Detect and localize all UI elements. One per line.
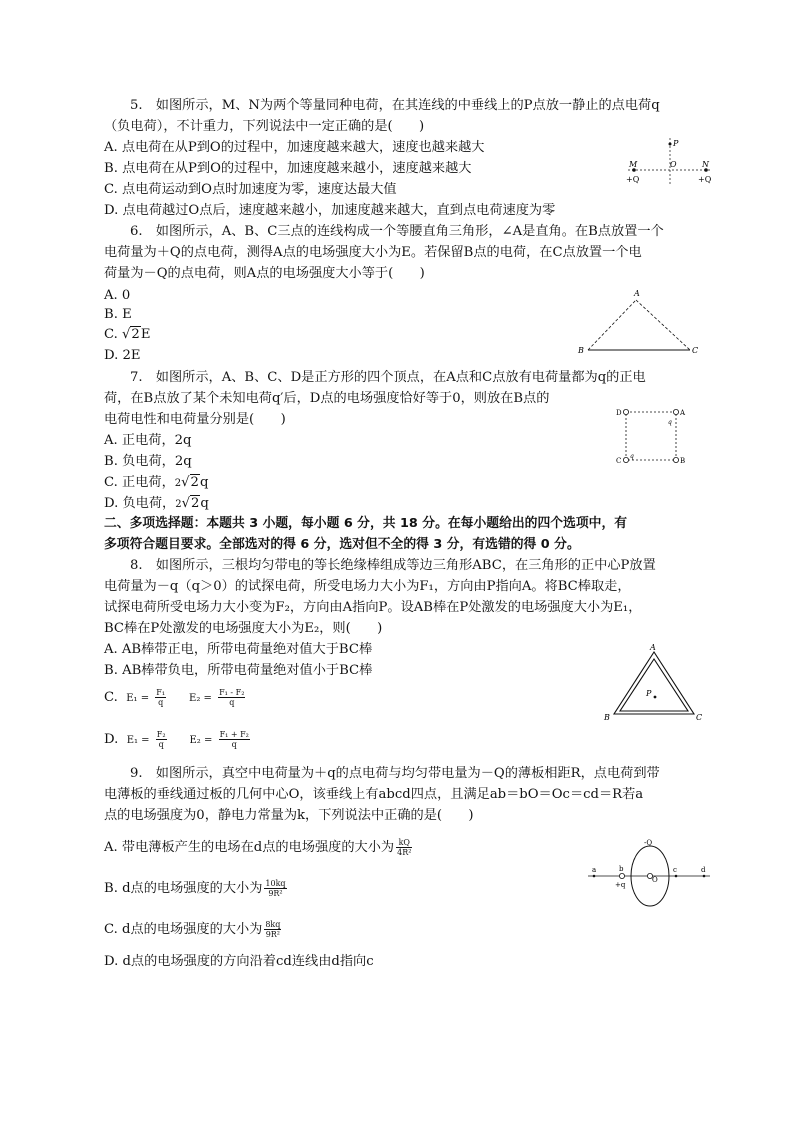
q8-option-b: B. AB棒带负电，所带电荷量绝对值小于BC棒 bbox=[104, 663, 373, 678]
q9-option-c-text: C. d点的电场强度的大小为 bbox=[104, 922, 263, 937]
q8-inner-triangle bbox=[620, 659, 688, 711]
q5-option-b: B. 点电荷在从P到O的过程中，加速度越来越小，速度越来越大 bbox=[104, 161, 472, 176]
q9-label-d: d bbox=[701, 866, 706, 874]
q9-option-a-text: A. 带电薄板产生的电场在d点的电场强度的大小为 bbox=[104, 840, 395, 855]
q7-option-d bbox=[104, 494, 209, 515]
q7-stem-line3: 电荷电性和电荷量分别是( ) bbox=[104, 412, 286, 427]
q7-option-d-radicand: 2 bbox=[191, 496, 200, 511]
q7-square-figure bbox=[612, 402, 692, 468]
q6-option-a: A. 0 bbox=[104, 288, 131, 303]
q8-option-c-frac2 bbox=[218, 688, 245, 707]
q7-label-d: D bbox=[616, 409, 622, 417]
q7-charge-a bbox=[673, 409, 678, 414]
q6-stem-line3: 荷量为－Q的点电荷，则A点的电场强度大小等于( ) bbox=[104, 266, 425, 281]
q7-stem-line2: 荷，在B点放了某个未知电荷q′后，D点的电场强度恰好等于0，则放在B点的 bbox=[104, 391, 550, 406]
q7-option-d-label: D. 负电荷， bbox=[104, 496, 176, 511]
q5-point-p bbox=[669, 143, 672, 146]
q7-option-d-unit: q bbox=[200, 496, 209, 511]
q7-option-c-radicand: 2 bbox=[190, 475, 199, 490]
q6-triangle-figure bbox=[574, 284, 704, 358]
q8-label-p: P bbox=[646, 689, 652, 698]
q9-option-b-den: 9R² bbox=[268, 889, 283, 898]
q5-option-c: C. 点电荷运动到O点时加速度为零，速度达最大值 bbox=[104, 182, 397, 197]
q6-label-c: C bbox=[692, 346, 699, 355]
q9-label-a: a bbox=[592, 866, 597, 874]
q6-side-ab bbox=[588, 300, 636, 350]
q9-option-c-den: 9R² bbox=[265, 930, 281, 939]
q8-point-p bbox=[654, 696, 657, 699]
q9-label-plus-q: +q bbox=[615, 881, 626, 889]
q9-option-c-num: 8kq bbox=[265, 920, 281, 929]
q7-option-a: A. 正电荷，2q bbox=[104, 433, 192, 448]
q9-option-c-frac bbox=[264, 920, 281, 939]
q8-option-d-frac2-num: F₁ + F₂ bbox=[219, 730, 249, 739]
q9-stem-line1: 9. 如图所示，真空中电荷量为＋q的点电荷与均匀带电量为－Q的薄板相距R，点电荷到带 bbox=[130, 766, 660, 781]
q8-option-c-label: C. bbox=[104, 690, 118, 705]
q7-option-c-sqrt: √2 bbox=[181, 475, 199, 490]
q7-option-c-coef: 2 bbox=[174, 478, 182, 489]
q6-label-a: A bbox=[634, 289, 640, 298]
q8-option-c-frac1 bbox=[155, 688, 166, 707]
q5-option-a: A. 点电荷在从P到O的过程中，加速度越来越大，速度也越来越大 bbox=[104, 140, 485, 155]
q9-plate-figure bbox=[584, 838, 714, 908]
q8-option-d-e2: E₂ = bbox=[189, 735, 213, 746]
q9-option-b bbox=[104, 879, 289, 899]
q7-charge-b bbox=[673, 457, 678, 462]
q8-stem-line3: 试探电荷所受电场力大小变为F₂，方向由A指向P。设AB棒在P处激发的电场强度大小为E₁， bbox=[104, 600, 642, 615]
q7-label-q-c: q bbox=[630, 453, 634, 460]
q7-option-c-label: C. 正电荷， bbox=[104, 475, 175, 490]
q9-point-d bbox=[703, 875, 706, 878]
q6-stem-line1: 6. 如图所示，A、B、C三点的连线构成一个等腰直角三角形，∠A是直角。在B点放置一个 bbox=[130, 224, 664, 239]
q7-charge-c bbox=[623, 457, 628, 462]
section2-heading-line2: 多项符合题目要求。全部选对的得 6 分，选对但不全的得 3 分，有选错的得 0 分。 bbox=[104, 537, 580, 552]
q8-triangle-figure bbox=[598, 642, 708, 724]
q9-option-a-num: kQ bbox=[396, 838, 412, 848]
q8-label-a: A bbox=[650, 643, 656, 652]
q5-label-m: M bbox=[629, 160, 638, 169]
q9-point-c bbox=[675, 875, 678, 878]
q8-option-d-frac1 bbox=[156, 730, 167, 749]
q6-side-ac bbox=[636, 300, 690, 350]
q8-outer-triangle bbox=[614, 652, 694, 714]
q9-option-d: D. d点的电场强度的方向沿着cd连线由d指向c bbox=[104, 954, 374, 969]
q6-option-c-radicand: 2 bbox=[131, 327, 140, 342]
q8-option-d bbox=[104, 730, 252, 751]
q9-option-b-num: 10kq bbox=[265, 879, 286, 888]
q7-option-b: B. 负电荷，2q bbox=[104, 454, 192, 469]
q9-option-a bbox=[104, 838, 414, 858]
q6-option-c-unit: E bbox=[140, 327, 151, 342]
q5-label-o: O bbox=[670, 160, 677, 169]
q9-label-minus-q: -Q bbox=[644, 839, 653, 847]
q6-stem-line2: 电荷量为＋Q的点电荷，测得A点的电场强度大小为E。若保留B点的电荷，在C点放置一个电 bbox=[104, 245, 642, 260]
q8-option-c-frac1-num: F₁ bbox=[156, 688, 166, 697]
section2-heading-line1: 二、多项选择题：本题共 3 小题，每小题 6 分，共 18 分。在每小题给出的四个选项中，有 bbox=[104, 516, 628, 531]
q8-label-c: C bbox=[696, 713, 703, 722]
q9-option-c bbox=[104, 920, 283, 940]
q8-option-d-frac2-den: q bbox=[231, 740, 237, 749]
q5-stem-line1: 5. 如图所示，M、N为两个等量同种电荷，在其连线的中垂线上的P点放一静止的点电荷q bbox=[130, 98, 660, 113]
q7-option-c-unit: q bbox=[199, 475, 209, 490]
q7-option-c bbox=[104, 473, 208, 494]
q6-option-c bbox=[104, 325, 150, 345]
q7-point-d bbox=[623, 409, 628, 414]
q6-option-b: B. E bbox=[104, 307, 132, 322]
q5-option-d: D. 点电荷越过O点后，速度越来越小，加速度越来越大，直到点电荷速度为零 bbox=[104, 203, 556, 218]
q9-option-a-den: 4R² bbox=[397, 848, 412, 857]
q8-stem-line1: 8. 如图所示，三根均匀带电的等长绝缘棒组成等边三角形ABC，在三角形的正中心P放置 bbox=[130, 558, 656, 573]
q9-stem-line2: 电薄板的垂线通过板的几何中心O，该垂线上有abcd四点，且满足ab＝bO＝Oc＝cd＝R若a bbox=[104, 787, 644, 802]
q6-option-d: D. 2E bbox=[104, 348, 141, 363]
q7-label-b: B bbox=[680, 457, 686, 465]
q7-stem-line1: 7. 如图所示，A、B、C、D是正方形的四个顶点，在A点和C点放有电荷量都为q的正电 bbox=[130, 370, 646, 385]
q9-label-c: c bbox=[673, 866, 677, 874]
q7-label-a: A bbox=[680, 409, 686, 417]
q5-label-p: P bbox=[673, 139, 679, 148]
q5-charge-label-m: +Q bbox=[626, 175, 640, 184]
q8-option-d-label: D. bbox=[104, 732, 119, 747]
q8-label-b: B bbox=[604, 713, 610, 722]
q9-label-b: b bbox=[619, 865, 624, 873]
q8-option-c-e1: E₁ = bbox=[126, 693, 150, 704]
q9-charge-plus-q bbox=[619, 873, 624, 878]
q8-option-c-frac1-den: q bbox=[158, 698, 164, 707]
q7-option-d-sqrt: √2 bbox=[181, 496, 200, 511]
q8-option-d-frac2 bbox=[219, 730, 250, 749]
q7-label-c: C bbox=[616, 457, 622, 465]
q9-option-b-text: B. d点的电场强度的大小为 bbox=[104, 881, 263, 896]
q8-option-c bbox=[104, 688, 247, 709]
q5-stem-line2: （负电荷），不计重力，下列说法中一定正确的是( ) bbox=[104, 119, 425, 134]
q8-stem-line2: 电荷量为－q（q＞0）的试探电荷，所受电场力大小为F₁，方向由P指向A。将BC棒取走， bbox=[104, 579, 631, 594]
q6-label-b: B bbox=[578, 346, 584, 355]
q9-label-o: O bbox=[652, 876, 658, 884]
q8-option-d-frac1-den: q bbox=[158, 740, 164, 749]
q5-charge-label-n: +Q bbox=[698, 175, 712, 184]
q9-option-a-frac bbox=[396, 838, 412, 857]
q9-option-b-frac bbox=[264, 879, 286, 898]
q5-figure bbox=[620, 132, 720, 192]
q8-option-d-e1: E₁ = bbox=[126, 735, 150, 746]
q9-point-a bbox=[593, 875, 596, 878]
q7-label-q-a: q bbox=[668, 419, 672, 426]
q6-option-c-sqrt: √2 bbox=[122, 327, 140, 342]
q8-stem-line4: BC棒在P处激发的电场强度大小为E₂，则( ) bbox=[104, 621, 383, 636]
q8-option-d-frac1-num: F₂ bbox=[156, 730, 166, 739]
q6-option-c-label: C. bbox=[104, 327, 123, 342]
q8-option-a: A. AB棒带正电，所带电荷量绝对值大于BC棒 bbox=[104, 642, 373, 657]
q9-stem-line3: 点的电场强度为0，静电力常量为k，下列说法中正确的是( ) bbox=[104, 808, 474, 823]
q8-option-c-frac2-num: F₁ - F₂ bbox=[219, 688, 245, 697]
q5-label-n: N bbox=[702, 160, 709, 169]
q7-option-d-coef: 2 bbox=[175, 499, 182, 510]
q8-option-c-e2: E₂ = bbox=[189, 693, 212, 704]
q8-option-c-frac2-den: q bbox=[229, 698, 235, 707]
